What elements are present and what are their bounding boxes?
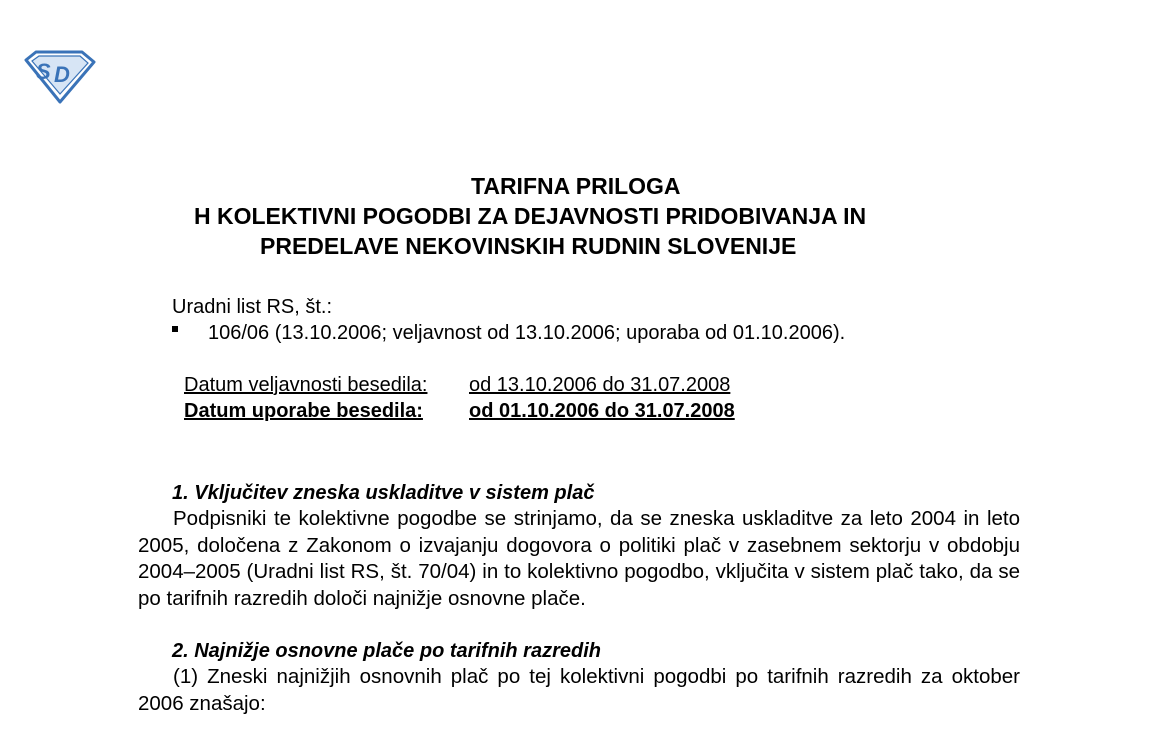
title-line-1: TARIFNA PRILOGA — [471, 173, 681, 199]
section-1-text: Podpisniki te kolektivne pogodbe se strinjamo, da se zneska uskladitve za leto 2004 in leto 2005, določena z Zakonom o izvajanju dogovora o politiki plač v zasebnem sektorju v obdobju 2004–2005 (Uradni list RS, št. 70/04) in to kolektivno pogodbo, vključita v sistem plač tako, da se po tarifnih razredih določi najnižje osnovne plače. — [138, 507, 1020, 610]
bullet-icon — [172, 326, 178, 332]
usage-label: Datum uporabe besedila: — [184, 400, 423, 422]
section-2-text: (1) Zneski najnižjih osnovnih plač po tej kolektivni pogodbi po tarifnih razredih za oktober 2006 znašajo: — [138, 665, 1020, 715]
logo — [22, 50, 96, 104]
title-line-3: PREDELAVE NEKOVINSKIH RUDNIN SLOVENIJE — [260, 233, 797, 259]
gazette-item: 106/06 (13.10.2006; veljavnost od 13.10.2006; uporaba od 01.10.2006). — [208, 322, 846, 344]
title-line-2: H KOLEKTIVNI POGODBI ZA DEJAVNOSTI PRIDOBIVANJA IN — [194, 203, 867, 229]
validity-value: od 13.10.2006 do 31.07.2008 — [469, 374, 731, 396]
validity-label: Datum veljavnosti besedila: — [184, 374, 428, 396]
svg-text:S: S — [36, 59, 51, 84]
sd-shield-logo-icon — [22, 50, 96, 104]
usage-value: od 01.10.2006 do 31.07.2008 — [469, 400, 735, 422]
section-2-heading: 2. Najnižje osnovne plače po tarifnih razredih — [172, 640, 601, 662]
section-1-heading: 1. Vključitev zneska uskladitve v sistem plač — [172, 482, 595, 504]
svg-text:D: D — [54, 62, 70, 87]
gazette-label: Uradni list RS, št.: — [172, 296, 333, 318]
